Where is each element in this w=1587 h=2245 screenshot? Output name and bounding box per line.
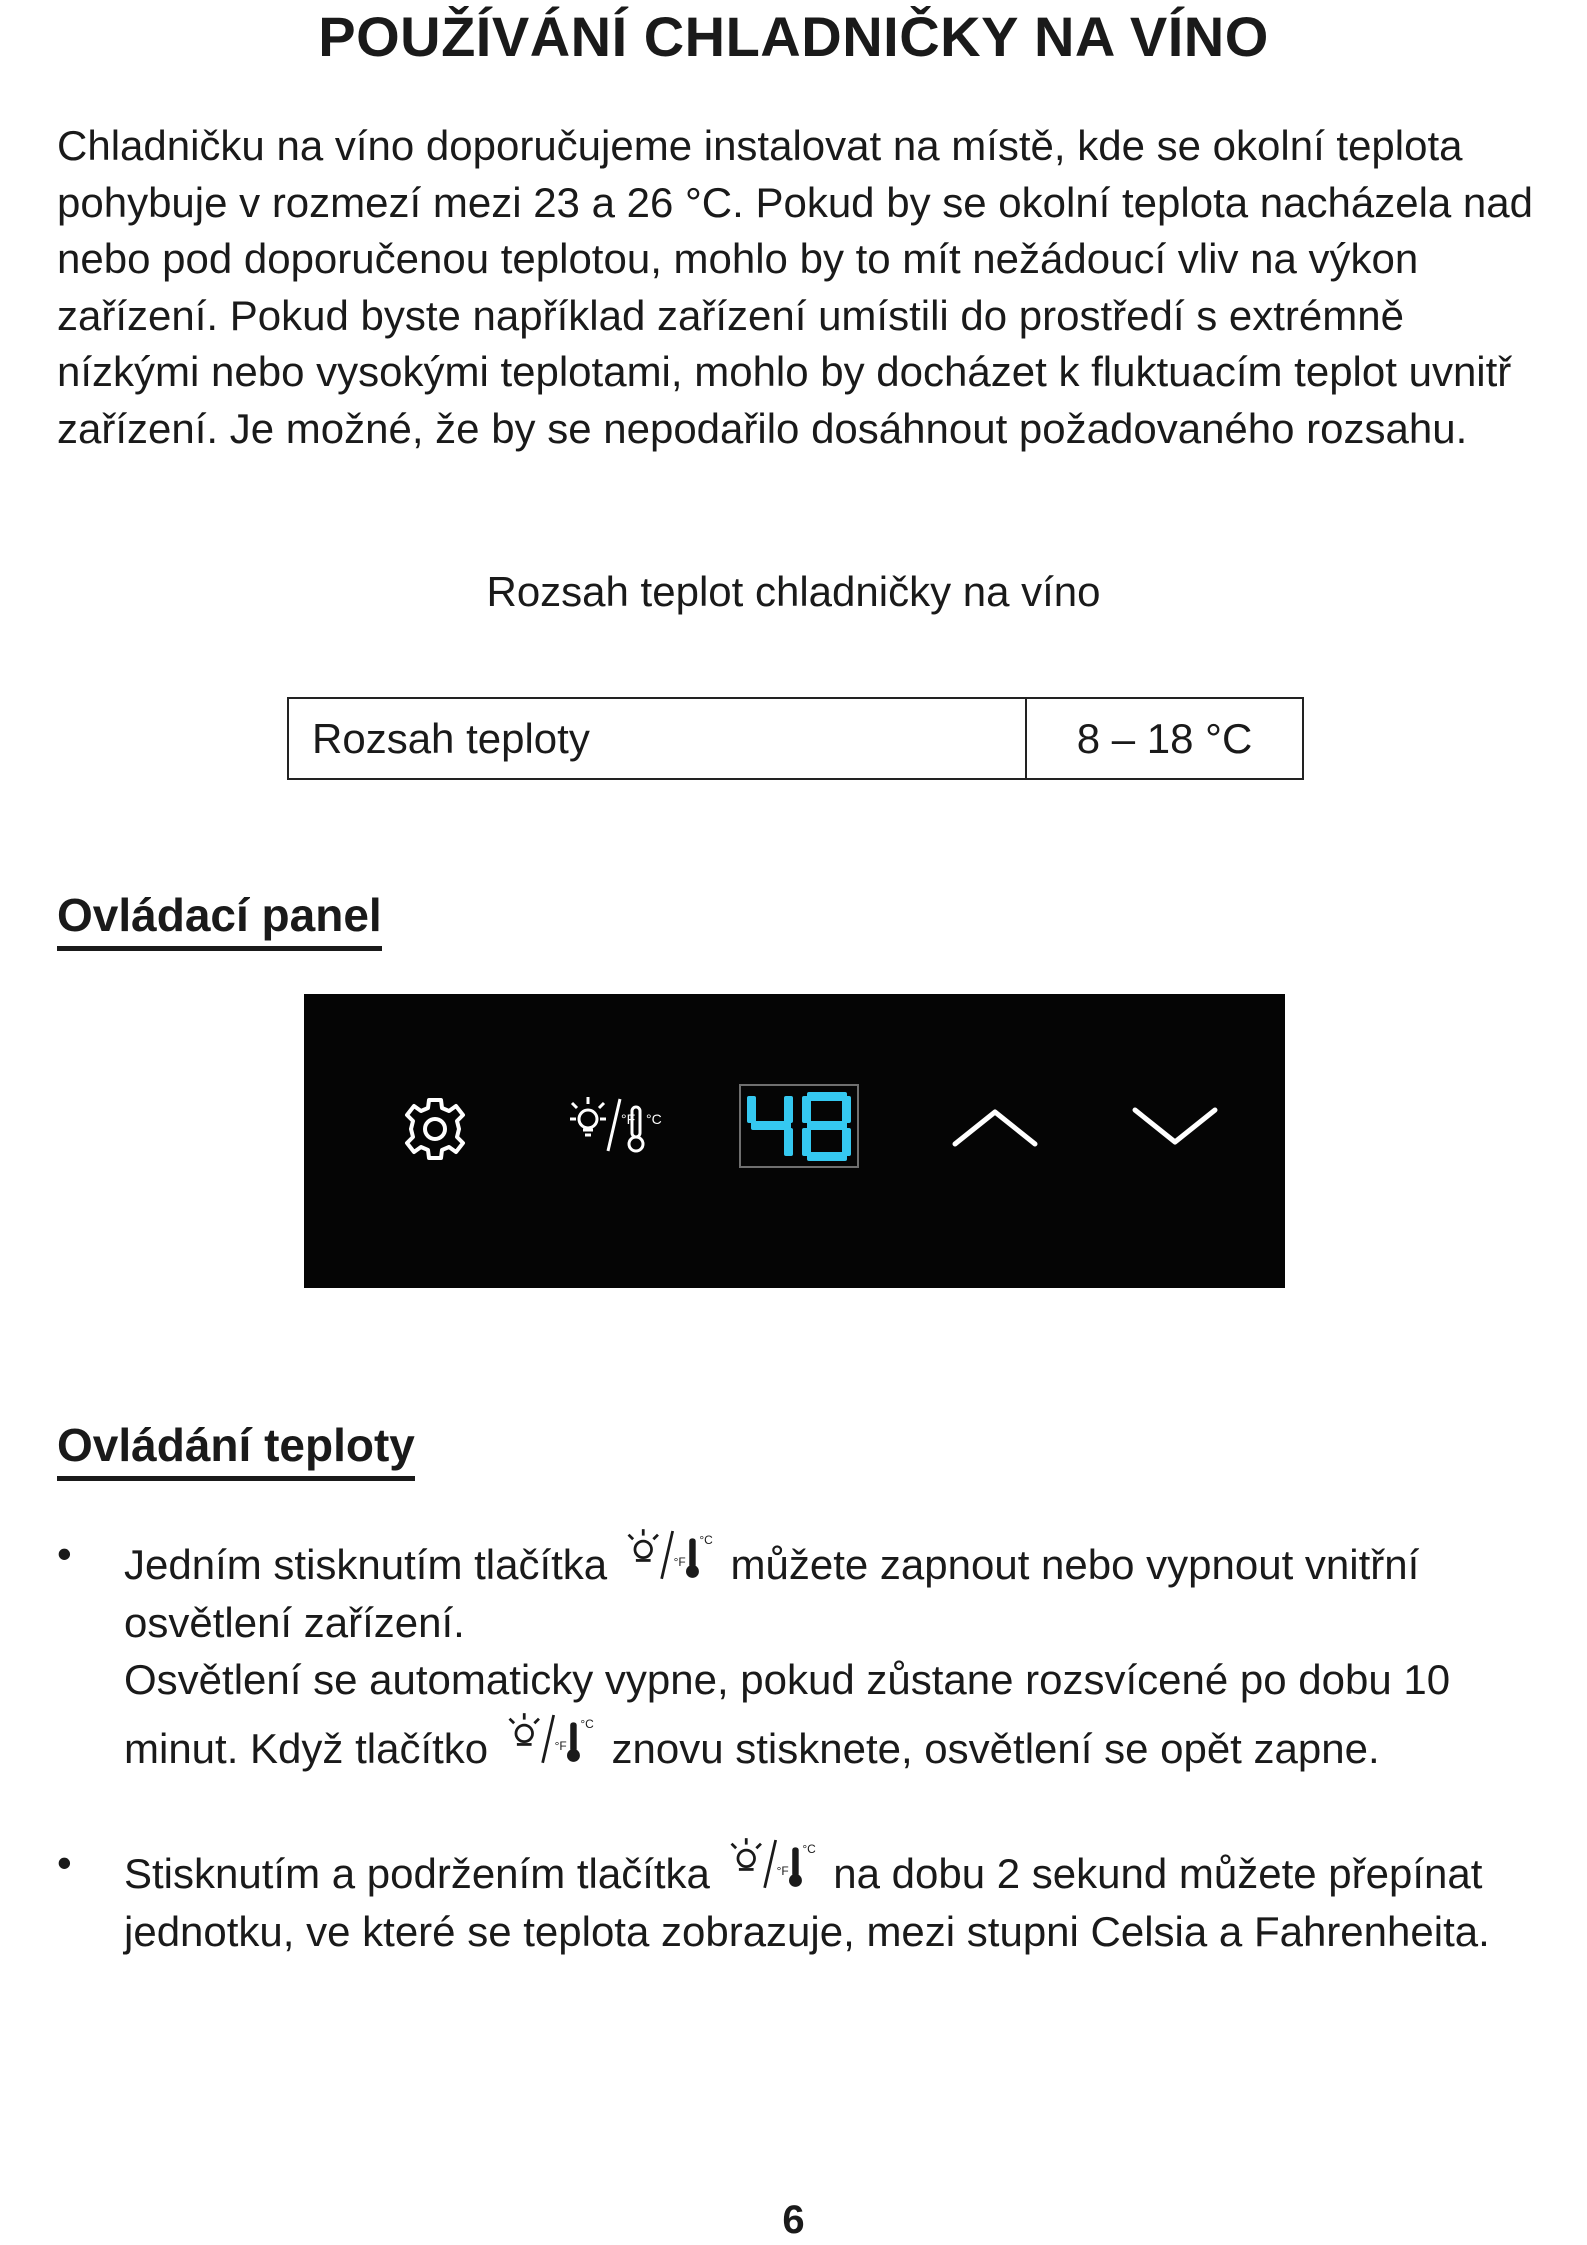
chevron-up-icon	[950, 1102, 1040, 1152]
svg-text:°C: °C	[699, 1532, 713, 1547]
intro-paragraph: Chladničku na víno doporučujeme instalovat na místě, kde se okolní teplota pohybuje v rozmezí mezi 23 a 26 °C. Pokud by se okolní teplota nacházela nad nebo pod doporučenou teplotou, mohlo by to mít nežádoucí vliv na výkon zařízení. Pokud byste například zařízení umístili do prostředí s extrémně nízkými nebo vysokými teplotami, mohlo by docházet k fluktuacím teplot uvnitř zařízení. Je možné, že by se nepodařilo dosáhnout požadovaného rozsahu.	[57, 122, 1534, 452]
temperature-display	[739, 1084, 859, 1168]
svg-text:°F: °F	[621, 1111, 636, 1127]
light-unit-icon	[623, 1525, 715, 1583]
control-panel-heading: Ovládací panel	[57, 888, 382, 951]
bullet-1-text-d: znovu stisknete, osvětlení se opět zapne.	[611, 1724, 1380, 1772]
table-row	[288, 698, 1303, 779]
light-unit-icon	[726, 1834, 818, 1892]
light-unit-icon	[568, 1089, 668, 1159]
bullet-1-text-b: můžete zapnout nebo vypnout vnitřní osvětlení zařízení.	[124, 1541, 1420, 1646]
svg-text:°F: °F	[554, 1738, 567, 1753]
bullet-2-text-b: na dobu 2 sekund můžete přepínat jednotku, ve které se teplota zobrazuje, mezi stupni Celsia a Fahrenheita.	[124, 1850, 1490, 1955]
chevron-down-icon	[1130, 1102, 1220, 1152]
control-panel-image	[304, 994, 1285, 1288]
bullet-1-text-c: Osvětlení se automaticky vypne, pokud zůstane rozsvícené po dobu 10 minut. Když tlačítko	[124, 1656, 1451, 1772]
svg-text:°C: °C	[646, 1111, 662, 1127]
list-item	[57, 1834, 1537, 1960]
bullet-1-paragraph-1	[124, 1525, 1537, 1651]
range-label-cell: Rozsah teploty	[288, 698, 1026, 779]
bullet-2-paragraph	[124, 1834, 1537, 1960]
bullet-2-text-a: Stisknutím a podržením tlačítka	[124, 1850, 710, 1897]
gear-icon	[400, 1094, 470, 1164]
page-number: 6	[782, 2198, 805, 2242]
temperature-control-heading: Ovládání teploty	[57, 1418, 415, 1481]
display-digits	[741, 1086, 857, 1166]
range-value-cell: 8 – 18 °C	[1026, 698, 1303, 779]
bullet-1-text-a: Jedním stisknutím tlačítka	[124, 1541, 608, 1588]
table-caption: Rozsah teplot chladničky na víno	[486, 568, 1101, 615]
svg-text:°C: °C	[801, 1841, 816, 1856]
svg-text:°F: °F	[673, 1554, 686, 1569]
svg-text:°C: °C	[580, 1716, 594, 1731]
list-item	[57, 1525, 1537, 1777]
page-title: POUŽÍVÁNÍ CHLADNIČKY NA VÍNO	[318, 5, 1269, 68]
instruction-list	[57, 1525, 1537, 1960]
bullet-1-paragraph-2	[124, 1651, 1537, 1777]
temperature-range-table	[287, 697, 1304, 780]
svg-text:°F: °F	[776, 1863, 789, 1878]
light-unit-icon	[504, 1709, 596, 1767]
